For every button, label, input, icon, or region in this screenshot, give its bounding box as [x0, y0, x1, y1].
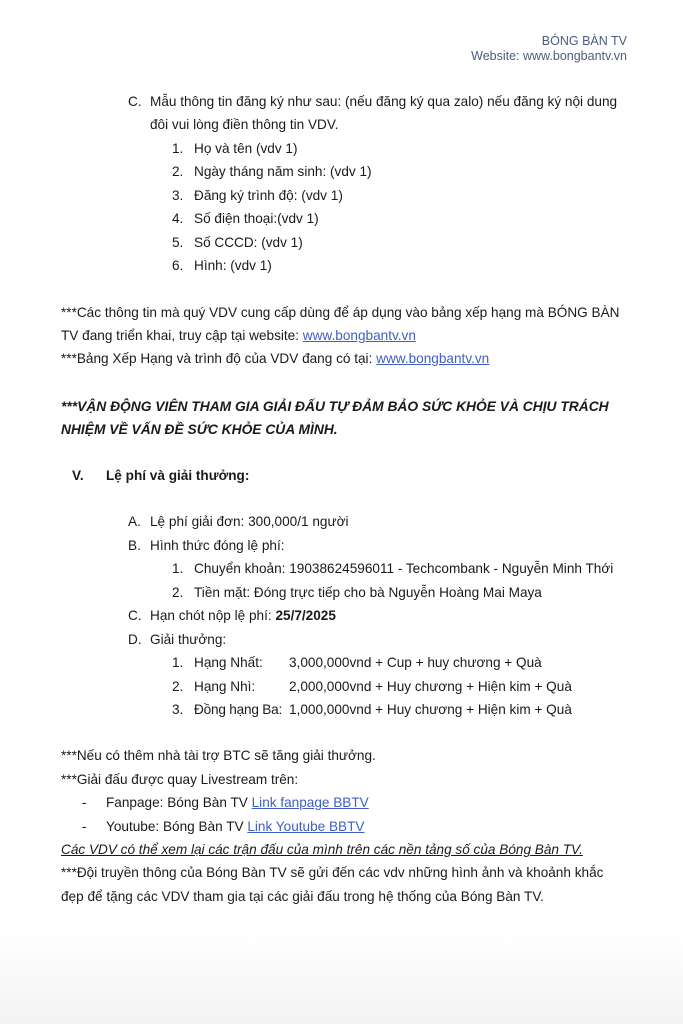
payment-method-item: 1. Chuyển khoản: 19038624596011 - Techcombank - Nguyễn Minh Thới: [172, 561, 614, 576]
list-item: 5. Số CCCD: (vdv 1): [172, 235, 303, 250]
prize-row: 2. Hạng Nhì: 2,000,000vnd + Huy chương + Hiện kim + Quà: [172, 679, 572, 694]
prize-row: 1. Hạng Nhất: 3,000,000vnd + Cup + huy chương + Quà: [172, 655, 542, 670]
prize-row: 3. Đồng hạng Ba: 1,000,000vnd + Huy chương + Hiện kim + Quà: [172, 702, 572, 717]
prize-rank: Hạng Nhất:: [194, 655, 263, 670]
website-link[interactable]: www.bongbantv.vn: [302, 328, 416, 343]
prize-rank: Hạng Nhì:: [194, 679, 256, 694]
payment-method-heading: B. Hình thức đóng lệ phí:: [128, 538, 285, 553]
health-warning-line1: ***VẬN ĐỘNG VIÊN THAM GIA GIẢI ĐẤU TỰ ĐẢM BẢO SỨC KHỎE VÀ CHỊU TRÁCH: [61, 399, 609, 414]
header-website: Website: www.bongbantv.vn: [471, 49, 627, 63]
media-note-line1: ***Đội truyền thông của Bóng Bàn TV sẽ gửi đến các vdv những hình ảnh và khoảnh khắc: [61, 865, 604, 880]
ranking-note-line1: ***Các thông tin mà quý VDV cung cấp dùng để áp dụng vào bảng xếp hạng mà BÓNG BÀN: [61, 305, 620, 320]
list-item: 6. Hình: (vdv 1): [172, 258, 272, 273]
page-header: [471, 34, 627, 64]
ranking-note-line2: TV đang triển khai, truy cập tại website: www.bongbantv.vn: [61, 328, 416, 343]
prize-reward: 1,000,000vnd + Huy chương + Hiện kim + Quà: [289, 702, 572, 717]
section-c-text-line2: đôi vui lòng điền thông tin VDV.: [150, 117, 339, 132]
sponsor-note: ***Nếu có thêm nhà tài trợ BTC sẽ tăng giải thưởng.: [61, 748, 376, 763]
list-item: 3. Đăng ký trình độ: (vdv 1): [172, 188, 343, 203]
section-c-marker: C.: [128, 94, 142, 109]
youtube-link[interactable]: Link Youtube BBTV: [247, 819, 365, 834]
payment-method-item: 2. Tiền mặt: Đóng trực tiếp cho bà Nguyễn Hoàng Mai Maya: [172, 585, 542, 600]
health-warning-line2: NHIỆM VỀ VẤN ĐỀ SỨC KHỎE CỦA MÌNH.: [61, 422, 338, 437]
media-note-line2: đẹp để tặng các VDV tham gia tại các giải đấu trong hệ thống của Bóng Bàn TV.: [61, 889, 544, 904]
channel-item-fanpage: - Fanpage: Bóng Bàn TV Link fanpage BBTV: [82, 795, 369, 810]
deadline-date: 25/7/2025: [275, 608, 336, 623]
list-item: 2. Ngày tháng năm sinh: (vdv 1): [172, 164, 372, 179]
section-c-text-line1: Mẫu thông tin đăng ký như sau: (nếu đăng ký qua zalo) nếu đăng ký nội dung: [150, 94, 618, 109]
ranking-website-link[interactable]: www.bongbantv.vn: [376, 351, 490, 366]
ranking-note-line3: ***Bảng Xếp Hạng và trình độ của VDV đang có tại: www.bongbantv.vn: [61, 351, 490, 366]
section-v-marker: V.: [72, 468, 84, 483]
fee-item: A. Lệ phí giải đơn: 300,000/1 người: [128, 514, 349, 529]
fanpage-link[interactable]: Link fanpage BBTV: [251, 795, 369, 810]
header-title: BÓNG BÀN TV: [541, 34, 627, 48]
list-item: 1. Họ và tên (vdv 1): [172, 141, 298, 156]
list-item: 4. Số điện thoại:(vdv 1): [172, 211, 319, 226]
livestream-note: ***Giải đấu được quay Livestream trên:: [61, 772, 299, 787]
section-v-title: Lệ phí và giải thưởng:: [106, 468, 250, 483]
prizes-heading: D. Giải thưởng:: [128, 632, 227, 647]
prize-rank: Đồng hạng Ba:: [194, 702, 283, 717]
prize-reward: 2,000,000vnd + Huy chương + Hiện kim + Quà: [289, 679, 572, 694]
channel-item-youtube: - Youtube: Bóng Bàn TV Link Youtube BBTV: [82, 819, 365, 834]
deadline-item: C. Hạn chót nộp lệ phí: 25/7/2025: [128, 608, 336, 623]
prize-reward: 3,000,000vnd + Cup + huy chương + Quà: [289, 655, 542, 670]
replay-note: Các VDV có thể xem lại các trận đấu của mình trên các nền tảng số của Bóng Bàn TV.: [61, 842, 583, 857]
